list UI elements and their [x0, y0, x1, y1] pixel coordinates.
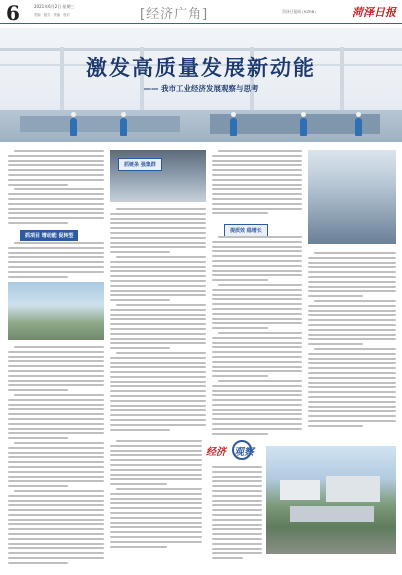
worker-figure [230, 118, 237, 136]
newspaper-logo: 菏泽日报 [352, 6, 396, 19]
worker-figure [300, 118, 307, 136]
editors-line: 责编 · 版式 · 美编 · 校对 [34, 13, 70, 17]
article-column [212, 466, 262, 564]
worker-figure [120, 118, 127, 136]
production-line [20, 116, 180, 132]
subheading-middle: 抓链条 强集群 [118, 158, 162, 171]
worker-figure [355, 118, 362, 136]
subheadline: —— 我市工业经济发展观察与思考 [143, 84, 259, 93]
article-column [110, 440, 202, 565]
article-column [8, 242, 104, 278]
article-column [8, 346, 104, 571]
net-label: 菏泽日报网 (HZRB) [282, 9, 316, 14]
subheading-left: 抓项目 增动能 促转型 [20, 230, 78, 241]
section-title: [经济广角] [140, 7, 209, 22]
industrial-park-aerial-photo [266, 446, 396, 554]
date-line: 2021年6月2日 星期三 [34, 4, 75, 9]
badge-word-1: 经济 [206, 447, 226, 458]
article-column [212, 150, 302, 222]
article-column [308, 252, 396, 442]
article-column [8, 150, 104, 230]
article-column [212, 236, 302, 438]
headline: 激发高质量发展新动能 [86, 56, 316, 80]
feature-badge [206, 440, 262, 460]
factory-exterior-photo [8, 282, 104, 340]
worker-figure [70, 118, 77, 136]
page-number: 6 [6, 1, 20, 25]
article-column [110, 208, 206, 438]
badge-word-2: 观察 [234, 447, 254, 458]
subheading-right: 提质效 稳增长 [224, 224, 268, 237]
masthead [0, 0, 402, 24]
assembly-line-photo [308, 150, 396, 244]
